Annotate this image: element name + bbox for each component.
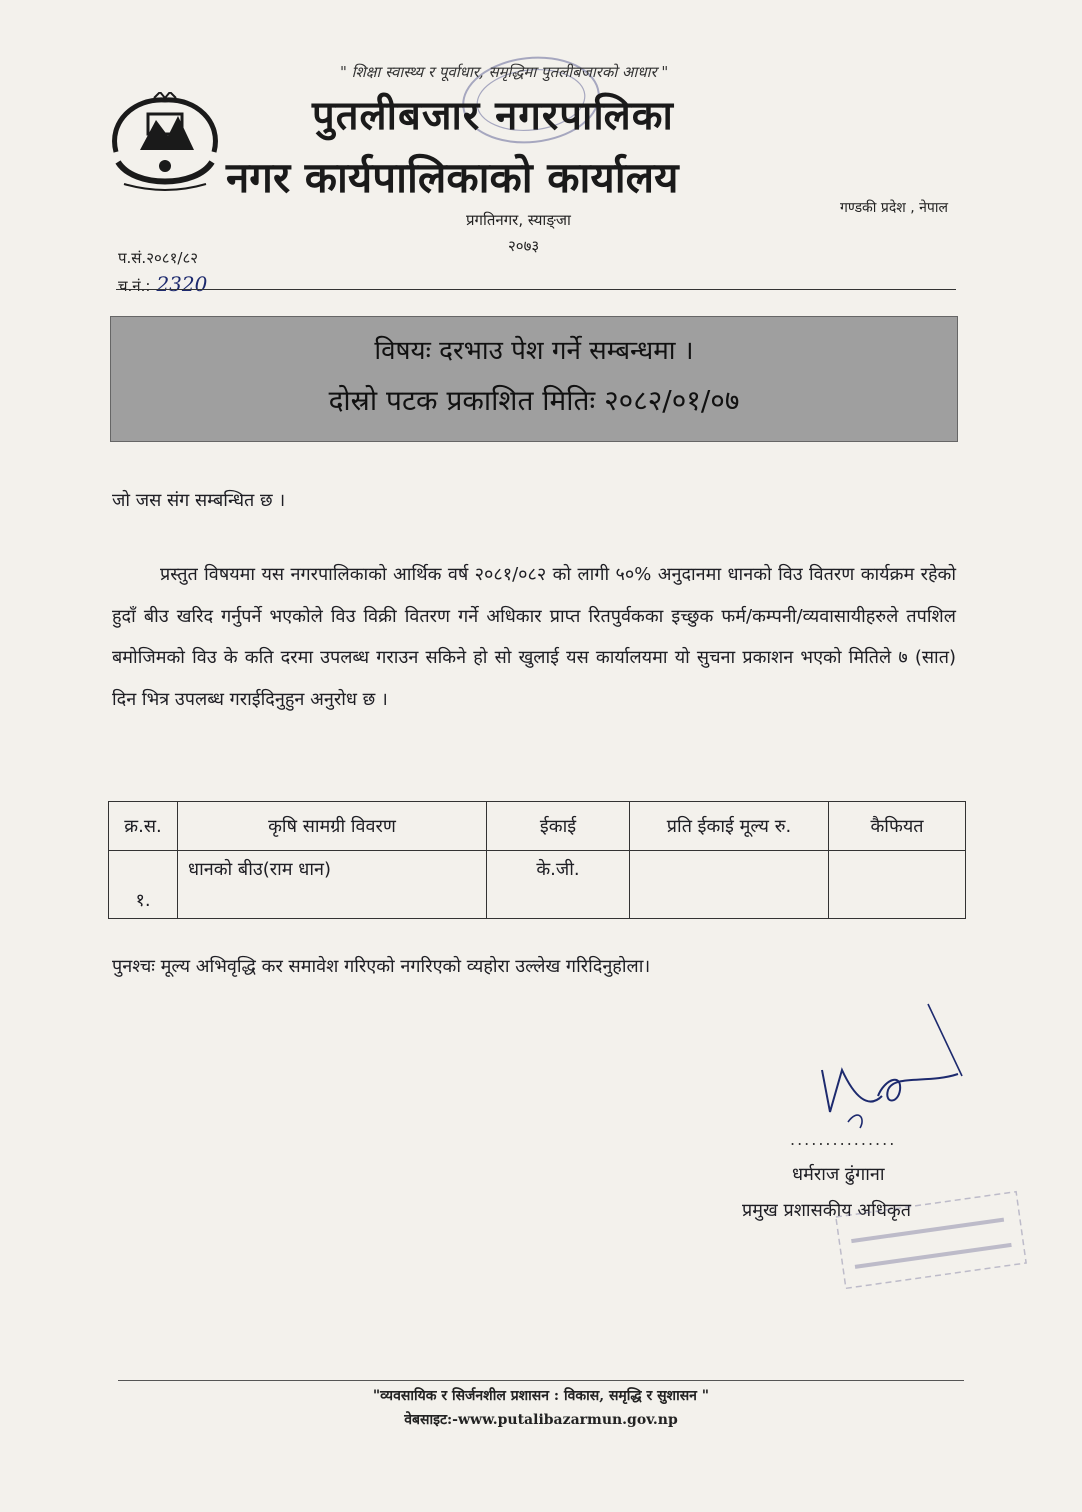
col-header-rate: प्रति ईकाई मूल्य रु. <box>630 802 829 851</box>
header-divider <box>116 289 956 290</box>
subject-line: विषयः दरभाउ पेश गर्ने सम्बन्धमा । <box>374 336 694 366</box>
municipality-name: पुतलीबजार नगरपालिका <box>312 93 674 139</box>
table-header-row <box>109 802 966 851</box>
signatory-name: धर्मराज ढुंगाना <box>792 1164 885 1185</box>
reference-number: प.सं.२०८१/८२ <box>118 249 199 267</box>
dispatch-label: च.नं.: <box>118 277 151 295</box>
office-name: नगर कार्यपालिकाको कार्यालय <box>226 153 679 202</box>
salutation: जो जस संग सम्बन्धित छ । <box>112 490 286 511</box>
col-header-sn: क्र.स. <box>109 802 178 851</box>
cell-remarks <box>829 851 966 919</box>
footer-divider <box>118 1380 964 1381</box>
dispatch-value: 2320 <box>156 272 208 296</box>
col-header-description: कृषि सामग्री विवरण <box>178 802 487 851</box>
footer-website: वेबसाइट:-www.putalibazarmun.gov.np <box>404 1412 678 1428</box>
notice-body: प्रस्तुत विषयमा यस नगरपालिकाको आर्थिक वर्ष २०८१/०८२ को लागी ५०% अनुदानमा धानको विउ वितरण कार्यक्रम रहेको हुदाँ बीउ खरिद गर्नुपर्ने भएकोले विउ विक्री वितरण गर्ने अधिकार प्राप्त रितपुर्वकका इच्छुक फर्म/कम्पनी/व्यवासायीहरुले तपशिल बमोजिमको विउ के कति दरमा उपलब्ध गराउन सकिने हो सो खुलाई यस कार्यालयमा यो सुचना प्रकाशन भएको मितिले ७ (सात) दिन भित्र उपलब्ध गराईदिनुहुन अनुरोध छ । <box>112 564 956 710</box>
established-year: २०७३ <box>508 237 540 255</box>
cell-rate <box>630 851 829 919</box>
signatory-title: प्रमुख प्रशासकीय अधिकृत <box>742 1200 911 1221</box>
publication-date-line: दोस्रो पटक प्रकाशित मितिः २०८२/०१/०७ <box>328 384 740 417</box>
office-address: प्रगतिनगर, स्याङ्जा <box>466 211 571 229</box>
signature-dotted-line: ............... <box>790 1130 897 1149</box>
subject-band <box>110 316 958 442</box>
dispatch-number <box>118 272 207 296</box>
items-table <box>108 801 966 919</box>
cell-unit: के.जी. <box>487 851 630 919</box>
table-row <box>109 851 966 919</box>
col-header-remarks: कैफियत <box>829 802 966 851</box>
postscript: पुनश्चः मूल्य अभिवृद्धि कर समावेश गरिएको नगरिएको व्यहोरा उल्लेख गरिदिनुहोला। <box>112 956 651 977</box>
nepal-government-emblem-icon <box>104 92 226 196</box>
cell-description: धानको बीउ(राम धान) <box>178 851 487 919</box>
province: गण्डकी प्रदेश , नेपाल <box>840 200 948 216</box>
handwritten-signature <box>808 1000 978 1130</box>
footer-slogan: "व्यवसायिक र सिर्जनशील प्रशासन : विकास, समृद्धि र सुशासन " <box>372 1388 710 1404</box>
cell-sn: १. <box>109 851 178 919</box>
header-motto: " शिक्षा स्वास्थ्य र पूर्वाधार, समृद्धिमा पुतलीबजारको आधार " <box>340 63 669 81</box>
col-header-unit: ईकाई <box>487 802 630 851</box>
